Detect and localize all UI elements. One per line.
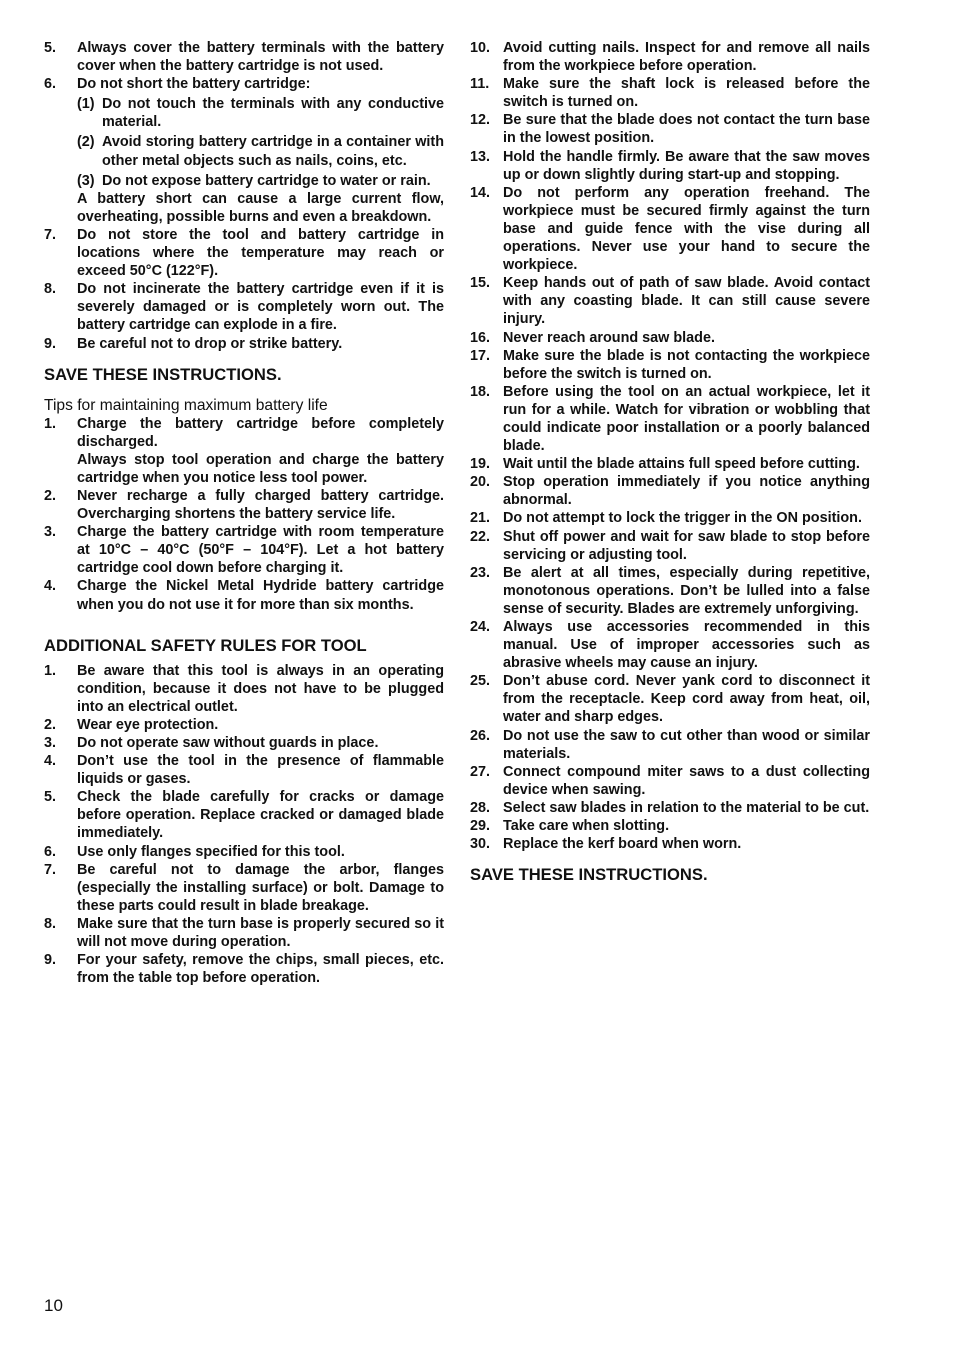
item-text: Charge the Nickel Metal Hydride battery cartridge when you do not use it for more than six months.	[77, 578, 444, 613]
list-item	[470, 329, 870, 347]
item-text: Make sure the shaft lock is released before the switch is turned on.	[503, 76, 870, 111]
rules-list-left	[44, 662, 444, 988]
list-item	[470, 383, 870, 455]
rules-list-right	[470, 39, 870, 853]
item-text: Always use accessories recommended in this manual. Use of improper accessories such as abrasive wheels may cause an injury.	[503, 619, 870, 672]
list-item	[44, 734, 444, 752]
item-text: Don’t abuse cord. Never yank cord to disconnect it from the receptacle. Keep cord away from heat, oil, water and sharp edges.	[503, 673, 870, 726]
item-number: 24.	[470, 619, 491, 635]
item-number: 15.	[470, 275, 491, 292]
item-text: Do not attempt to lock the trigger in the ON position.	[503, 510, 862, 527]
list-item	[470, 148, 870, 184]
item-text: Always cover the battery terminals with the battery cover when the battery cartridge is not used.	[77, 40, 444, 75]
short-note: A battery short can cause a large current flow, overheating, possible burns and even a breakdown.	[77, 190, 444, 225]
item-number: 16.	[470, 329, 491, 346]
item-number: 6.	[44, 76, 57, 93]
item-number: 9.	[44, 952, 57, 969]
item-text: Make sure that the turn base is properly secured so it will not move during operation.	[77, 915, 444, 951]
left-column	[44, 39, 444, 987]
list-item	[44, 861, 444, 915]
item-number: 29.	[470, 818, 491, 835]
item-text: Don’t use the tool in the presence of flammable liquids or gases.	[77, 753, 444, 788]
item-text: Be careful not to damage the arbor, flanges (especially the installing surface) or bolt. Damage to these parts could result in blade breakage.	[77, 861, 444, 914]
list-item	[44, 226, 444, 280]
item-number: 18.	[470, 383, 491, 400]
list-item	[470, 455, 870, 473]
list-item	[470, 347, 870, 383]
item-number: 3.	[44, 524, 57, 541]
list-item	[44, 39, 444, 75]
sub-item-text: Do not touch the terminals with any conductive material.	[102, 96, 444, 131]
item-number: 28.	[470, 799, 491, 816]
item-number: 25.	[470, 673, 491, 690]
item-text: Do not operate saw without guards in place.	[77, 735, 379, 751]
item-text: Hold the handle firmly. Be aware that the saw moves up or down slightly during start-up and stopping.	[503, 148, 870, 183]
list-item	[44, 335, 444, 353]
item-number: 30.	[470, 836, 491, 853]
item-number: 8.	[44, 915, 57, 932]
item-number: 9.	[44, 335, 57, 352]
item-text: Make sure the blade is not contacting the workpiece before the switch is turned on.	[503, 347, 870, 382]
item-text: Stop operation immediately if you notice anything abnormal.	[503, 474, 870, 509]
item-number: 8.	[44, 281, 57, 298]
item-text: Wear eye protection.	[77, 716, 219, 733]
item-number: 19.	[470, 456, 491, 473]
item-text: Be sure that the blade does not contact the turn base in the lowest position.	[503, 112, 870, 147]
sub-item-text: Avoid storing battery cartridge in a container with other metal objects such as nails, coins, etc.	[102, 134, 444, 169]
list-item	[470, 75, 870, 111]
item-number: 22.	[470, 528, 491, 545]
battery-list-continued	[44, 226, 444, 353]
list-item	[44, 843, 444, 861]
list-item	[470, 817, 870, 835]
item-text: Select saw blades in relation to the material to be cut.	[503, 799, 870, 816]
list-item	[470, 111, 870, 147]
sub-item-text: Do not expose battery cartridge to water or rain.	[102, 172, 431, 189]
additional-rules-heading: ADDITIONAL SAFETY RULES FOR TOOL	[44, 635, 367, 655]
short-subitems	[44, 95, 444, 189]
item-number: 4.	[44, 578, 57, 595]
list-item	[44, 915, 444, 951]
list-item	[470, 274, 870, 328]
item-number: 5.	[44, 40, 57, 56]
item-number: 10.	[470, 40, 491, 56]
item-number: 26.	[470, 727, 491, 744]
item-text: Do not perform any operation freehand. The workpiece must be secured firmly against the turn base and guide fence with the vise during all operations. Never use your hand to secure the workpiece.	[503, 184, 870, 274]
item-text: Do not store the tool and battery cartridge in locations where the temperature may reach or exceed 50°C (122°F).	[77, 226, 444, 280]
item-text: Never recharge a fully charged battery cartridge. Overcharging shortens the battery service life.	[77, 487, 444, 523]
list-item	[44, 75, 444, 93]
page-number: 10	[44, 1296, 63, 1315]
list-item	[44, 951, 444, 987]
item-number: 4.	[44, 753, 57, 770]
item-number: 3.	[44, 735, 57, 751]
right-column	[470, 39, 870, 885]
list-item	[470, 799, 870, 817]
item-text: Shut off power and wait for saw blade to stop before servicing or adjusting tool.	[503, 528, 870, 563]
sub-item-number: (2)	[77, 134, 95, 151]
item-text: Connect compound miter saws to a dust collecting device when sawing.	[503, 763, 870, 798]
item-number: 13.	[470, 148, 491, 165]
item-continuation: Always stop tool operation and charge the battery cartridge when you notice less tool power.	[77, 451, 444, 486]
item-number: 1.	[44, 662, 57, 679]
sub-item-number: (3)	[77, 172, 95, 189]
list-item	[470, 727, 870, 763]
save-instructions-heading-right: SAVE THESE INSTRUCTIONS.	[470, 865, 708, 885]
item-number: 7.	[44, 226, 57, 243]
item-number: 21.	[470, 510, 491, 527]
list-item	[44, 752, 444, 788]
save-instructions-heading: SAVE THESE INSTRUCTIONS.	[44, 364, 282, 384]
item-number: 1.	[44, 415, 57, 432]
item-text: Use only flanges specified for this tool.	[77, 843, 345, 860]
battery-list	[44, 39, 444, 93]
list-item	[44, 716, 444, 734]
item-text: For your safety, remove the chips, small pieces, etc. from the table top before operation.	[77, 952, 444, 987]
item-text: Replace the kerf board when worn.	[503, 836, 742, 853]
item-number: 23.	[470, 564, 491, 581]
item-number: 14.	[470, 184, 491, 201]
list-item	[44, 280, 444, 334]
list-item	[470, 763, 870, 799]
item-number: 20.	[470, 474, 491, 491]
item-text: Keep hands out of path of saw blade. Avoid contact with any coasting blade. It can still cause severe injury.	[503, 275, 870, 328]
item-text: Never reach around saw blade.	[503, 329, 715, 346]
item-number: 2.	[44, 487, 57, 504]
list-item	[470, 184, 870, 274]
tips-list	[44, 415, 444, 614]
item-number: 27.	[470, 763, 491, 780]
sub-item	[77, 133, 444, 169]
item-text: Before using the tool on an actual workpiece, let it run for a while. Watch for vibration or wobbling that could indicate poor installation or a poorly balanced blade.	[503, 383, 870, 455]
list-item	[470, 39, 870, 75]
list-item	[470, 528, 870, 564]
item-text: Be aware that this tool is always in an operating condition, because it does not have to be plugged into an electrical outlet.	[77, 662, 444, 715]
sub-item-number: (1)	[77, 96, 95, 113]
list-item	[470, 509, 870, 527]
list-item	[44, 662, 444, 716]
sub-item	[77, 95, 444, 131]
list-item	[470, 564, 870, 618]
list-item	[470, 473, 870, 509]
item-text: Do not incinerate the battery cartridge even if it is severely damaged or is completely worn out. The battery cartridge can explode in a fire.	[77, 281, 444, 334]
item-number: 6.	[44, 843, 57, 860]
tips-heading: Tips for maintaining maximum battery life	[44, 396, 328, 414]
item-text: Do not use the saw to cut other than wood or similar materials.	[503, 727, 870, 762]
list-item	[470, 672, 870, 726]
item-text: Check the blade carefully for cracks or damage before operation. Replace cracked or damaged blade immediately.	[77, 789, 444, 842]
item-number: 11.	[470, 76, 490, 93]
item-number: 17.	[470, 347, 491, 364]
item-number: 2.	[44, 716, 57, 733]
sub-item	[77, 172, 444, 190]
item-text: Charge the battery cartridge with room temperature at 10°C – 40°C (50°F – 104°F). Let a hot battery cartridge cool down before charging it.	[77, 524, 444, 577]
item-text: Take care when slotting.	[503, 818, 670, 835]
item-text: Be careful not to drop or strike battery.	[77, 335, 343, 352]
list-item	[44, 415, 444, 487]
list-item	[44, 577, 444, 613]
item-text: Avoid cutting nails. Inspect for and remove all nails from the workpiece before operation.	[503, 40, 870, 75]
item-number: 12.	[470, 112, 491, 129]
item-text: Do not short the battery cartridge:	[77, 76, 311, 93]
item-number: 7.	[44, 861, 57, 878]
list-item	[44, 523, 444, 577]
list-item	[44, 788, 444, 842]
item-text: Wait until the blade attains full speed before cutting.	[503, 456, 860, 473]
list-item	[470, 835, 870, 853]
item-text: Be alert at all times, especially during repetitive, monotonous operations. Don’t be lulled into a false sense of security. Blades are extremely unforgiving.	[503, 564, 870, 617]
item-number: 5.	[44, 789, 57, 806]
list-item	[44, 487, 444, 523]
item-text: Charge the battery cartridge before completely discharged.	[77, 415, 444, 450]
list-item	[470, 618, 870, 672]
